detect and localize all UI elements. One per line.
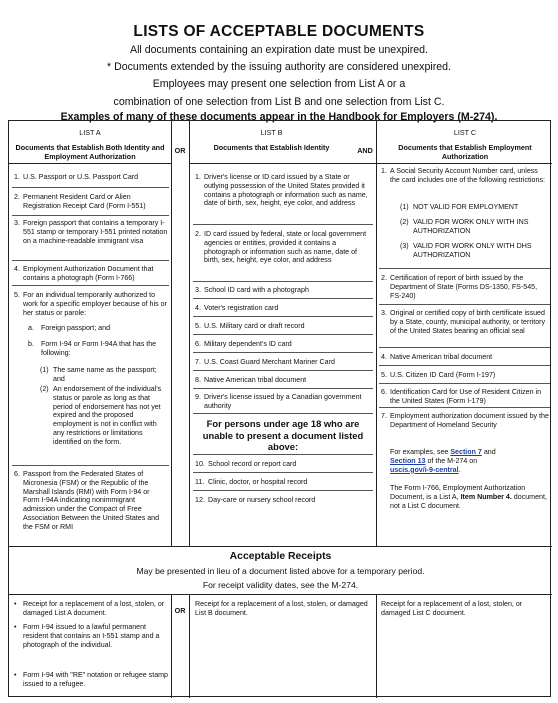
page-header [0, 22, 558, 125]
uscis-i9-central-link[interactable]: uscis.gov/i-9-central [390, 465, 459, 474]
receipts-or-separator: OR [174, 606, 186, 615]
list-a-label: LIST A [79, 128, 101, 137]
list-b-item: 5. U.S. Military card or draft record [195, 322, 305, 330]
list-c-label: LIST C [453, 128, 477, 137]
list-b-item: 4. Voter's registration card [195, 304, 279, 312]
list-a-item: 1. U.S. Passport or U.S. Passport Card [14, 173, 139, 181]
list-c-subtitle: Documents that Establish Employment Authorization [398, 143, 532, 161]
documents-table [8, 120, 551, 697]
list-c-restriction: (2) VALID FOR WORK ONLY WITH INS AUTHORIZATION [400, 218, 529, 235]
intro-line-4: combination of one selection from List B and one selection from List C. [113, 95, 445, 108]
list-c-item: 5. U.S. Citizen ID Card (Form I-197) [381, 371, 496, 379]
receipt-a-item: • Form I-94 issued to a lawful permanent resident that contains an I-551 stamp and a photograph of the individual. [14, 623, 160, 649]
receipt-a-item: • Form I-94 with "RE" notation or refugee stamp issued to a refugee. [14, 671, 169, 688]
intro-line-2: * Documents extended by the issuing authority are considered unexpired. [107, 61, 451, 74]
list-b-item: 9. Driver's license issued by a Canadian government authority [195, 393, 362, 410]
list-c-item: 3. Original or certified copy of birth certificate issued by a State, county, municipal authority, or territory of the United States bearing an official seal [381, 309, 546, 335]
list-a-subtitle: Documents that Establish Both Identity and Employment Authorization [15, 143, 165, 161]
list-b-item: 12. Day-care or nursery school record [195, 496, 316, 504]
receipt-c-item: Receipt for a replacement of a lost, stolen, or damaged List C document. [381, 600, 523, 617]
list-c-item: 1. A Social Security Account Number card, unless the card includes one of the following restrictions: [381, 167, 545, 184]
under-18-heading: For persons under age 18 who are unable to present a document listed above: [202, 418, 364, 452]
page-title: LISTS OF ACCEPTABLE DOCUMENTS [133, 23, 425, 40]
receipts-line-2: For receipt validity dates, see the M-274. [202, 580, 359, 590]
list-a-item: 4. Employment Authorization Document that contains a photograph (Form I-766) [14, 265, 154, 282]
list-a-header [9, 128, 171, 161]
list-a-subitem: a. Foreign passport; and [28, 324, 111, 332]
section-13-link[interactable]: Section 13 [390, 456, 426, 465]
section-7-link[interactable]: Section 7 [450, 448, 482, 456]
list-a-item: 3. Foreign passport that contains a temporary I-551 stamp or temporary I-551 printed notation on a machine-readable immigrant visa [14, 219, 168, 245]
intro-line-5: Examples of many of these documents appear in the Handbook for Employers (M-274). [60, 110, 498, 123]
list-a-item: 6. Passport from the Federated States of Micronesia (FSM) or the Republic of the Marshall Islands (RMI) with Form I-94 or Form I-94A indicating nonimmigrant admission under the Compact of Free Association Between the United States and the FSM or RMI [14, 470, 160, 531]
list-b-item: 10. School record or report card [195, 460, 297, 468]
list-a-subitem: (2) An endorsement of the individual's status or parole as long as that period of endorsement has not yet expired and the proposed employment is not in conflict with any restrictions or limitations identified on the form. [40, 385, 162, 446]
list-c-examples: For examples, see Section 7 and Section 13 of the M-274 on uscis.gov/i-9-central. [390, 448, 496, 474]
list-a-item: 5. For an individual temporarily authorized to work for a specific employer because of his or her status or parole: [14, 291, 167, 317]
intro-line-3: Employees may present one selection from List A or a [152, 78, 406, 91]
list-b-item: 7. U.S. Coast Guard Merchant Mariner Card [195, 358, 335, 366]
list-c-item: 6. Identification Card for Use of Resident Citizen in the United States (Form I-179) [381, 388, 542, 405]
list-b-item: 11. Clinic, doctor, or hospital record [195, 478, 308, 486]
list-b-item: 6. Military dependent's ID card [195, 340, 292, 348]
list-c-item: 4. Native American tribal document [381, 353, 493, 361]
receipts-title: Acceptable Receipts [229, 551, 332, 562]
list-b-item: 1. Driver's license or ID card issued by a State or outlying possession of the United States provided it contains a photograph or information such as name, date of birth, sex, height, eye color, and address [195, 173, 368, 208]
list-c-header [380, 128, 550, 161]
list-b-item: 2. ID card issued by federal, state or local government agencies or entities, provided it contains a photograph or information such as name, date of birth, sex, height, eye color, and address [195, 230, 367, 265]
list-b-item: 8. Native American tribal document [195, 376, 307, 384]
list-b-label: LIST B [260, 128, 283, 137]
list-a-subitem: (1) The same name as the passport; and [40, 366, 157, 383]
list-c-restriction: (1) NOT VALID FOR EMPLOYMENT [400, 203, 519, 211]
receipt-a-item: • Receipt for a replacement of a lost, stolen, or damaged List A document. [14, 600, 165, 617]
list-a-subitem: b. Form I-94 or Form I-94A that has the following: [28, 340, 157, 357]
list-b-header [189, 128, 354, 152]
list-c-item: 7. Employment authorization document issued by the Department of Homeland Security [381, 412, 549, 429]
list-c-note: The Form I-766, Employment Authorization Document, is a List A, Item Number 4. document, not a List C document. [390, 484, 547, 510]
list-c-restriction: (3) VALID FOR WORK ONLY WITH DHS AUTHORIZATION [400, 242, 532, 259]
list-c-item: 2. Certification of report of birth issued by the Department of State (Forms DS-1350, FS-545, FS-240) [381, 274, 538, 300]
receipts-line-1: May be presented in lieu of a document listed above for a temporary period. [136, 566, 425, 576]
and-separator: AND [357, 146, 373, 155]
list-b-item: 3. School ID card with a photograph [195, 286, 309, 294]
list-a-item: 2. Permanent Resident Card or Alien Registration Receipt Card (Form I-551) [14, 193, 146, 210]
or-separator: OR [174, 146, 186, 155]
intro-line-1: All documents containing an expiration date must be unexpired. [130, 44, 428, 56]
list-b-subtitle: Documents that Establish Identity [213, 143, 330, 152]
receipt-b-item: Receipt for a replacement of a lost, stolen, or damaged List B document. [195, 600, 368, 617]
